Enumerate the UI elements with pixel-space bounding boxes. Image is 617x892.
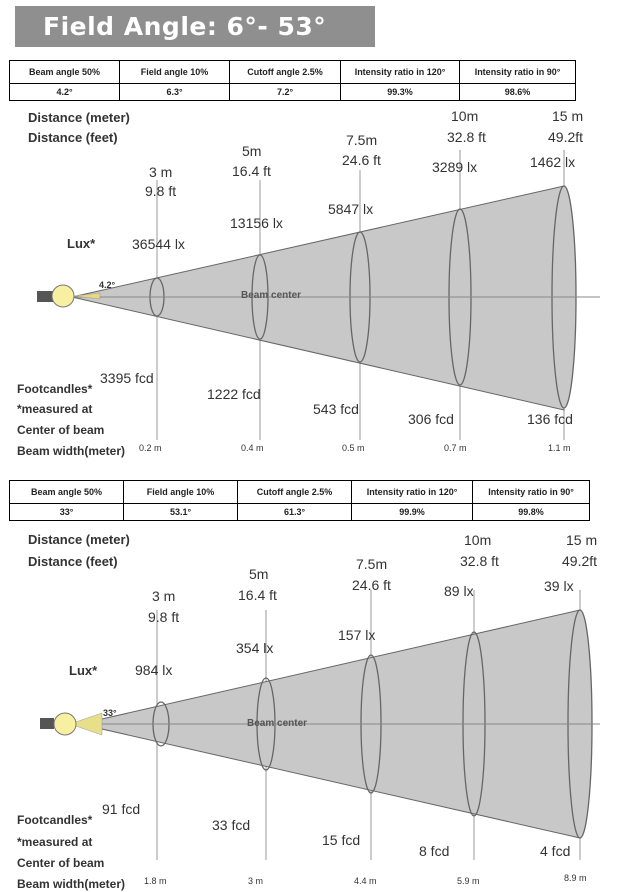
page-title: Field Angle: 6°- 53°	[15, 6, 375, 47]
lamp-body	[37, 291, 53, 302]
beam-width-label: Beam width(meter)	[17, 444, 126, 458]
distance-meter: 10m	[451, 108, 479, 124]
beam-width-value: 1.8 m	[144, 876, 167, 886]
table-cell: 98.6%	[460, 84, 576, 101]
distance-meter: 15 m	[552, 108, 584, 124]
lux-value: 354 lx	[236, 640, 274, 656]
distance-meter: 10m	[464, 532, 492, 548]
table-cell: 61.3°	[238, 504, 352, 521]
table-cell: 7.2°	[230, 84, 341, 101]
center-of-beam-label: Center of beam	[17, 423, 105, 437]
fcd-value: 543 fcd	[313, 401, 359, 417]
table-header: Cutoff angle 2.5%	[238, 481, 352, 504]
distance-meter: 7.5m	[356, 556, 388, 572]
lux-value: 89 lx	[444, 583, 474, 599]
beam-width-value: 0.2 m	[139, 443, 162, 453]
fcd-value: 1222 fcd	[207, 386, 261, 402]
table-cell: 53.1°	[124, 504, 238, 521]
fcd-value: 33 fcd	[212, 817, 251, 833]
beam-width-label: Beam width(meter)	[17, 877, 126, 891]
beam-angle-label: 4.2°	[99, 280, 116, 290]
distance-feet: 24.6 ft	[342, 152, 381, 168]
table-header: Beam angle 50%	[10, 481, 124, 504]
beam-width-value: 8.9 m	[564, 873, 587, 883]
lux-value: 39 lx	[544, 578, 574, 594]
beam-width-value: 4.4 m	[354, 876, 377, 886]
measured-label: *measured at	[17, 835, 93, 849]
lux-value: 984 lx	[135, 662, 173, 678]
fcd-value: 91 fcd	[102, 801, 141, 817]
beam-width-value: 5.9 m	[457, 876, 480, 886]
table-cell: 99.8%	[473, 504, 590, 521]
distance-feet: 32.8 ft	[447, 129, 486, 145]
lamp-body	[40, 718, 54, 729]
distance-meter-label: Distance (meter)	[28, 532, 130, 547]
fcd-value: 306 fcd	[408, 411, 454, 427]
distance-meter: 3 m	[149, 164, 173, 180]
beam-width-value: 3 m	[248, 876, 264, 886]
footcandles-label: Footcandles*	[17, 813, 93, 827]
lux-value: 3289 lx	[432, 159, 478, 175]
beam-width-value: 0.4 m	[241, 443, 264, 453]
distance-feet: 32.8 ft	[460, 553, 499, 569]
distance-meter: 5m	[242, 143, 262, 159]
fcd-value: 3395 fcd	[100, 370, 154, 386]
distance-meter: 7.5m	[346, 132, 378, 148]
beam-width-value: 0.7 m	[444, 443, 467, 453]
distance-feet: 16.4 ft	[232, 163, 271, 179]
fcd-value: 4 fcd	[540, 843, 571, 859]
table-header: Field angle 10%	[124, 481, 238, 504]
table-header: Intensity ratio in 120°	[352, 481, 473, 504]
beam-center-label: Beam center	[241, 290, 302, 301]
distance-feet: 16.4 ft	[238, 587, 277, 603]
table-cell: 33°	[10, 504, 124, 521]
table-cell: 99.3%	[341, 84, 460, 101]
distance-meter-label: Distance (meter)	[28, 110, 130, 125]
lux-label: Lux*	[69, 663, 98, 678]
table-header: Intensity ratio in 90°	[473, 481, 590, 504]
table-cell: 4.2°	[10, 84, 120, 101]
fcd-value: 136 fcd	[527, 411, 573, 427]
measured-label: *measured at	[17, 402, 93, 416]
lux-label: Lux*	[67, 236, 96, 251]
fcd-value: 8 fcd	[419, 843, 450, 859]
distance-feet: 49.2ft	[548, 129, 584, 145]
center-of-beam-label: Center of beam	[17, 856, 105, 870]
table-cell: 6.3°	[120, 84, 230, 101]
beam-angle-label: 33°	[103, 708, 117, 718]
lamp-icon	[54, 713, 76, 735]
table-header: Beam angle 50%	[10, 61, 120, 84]
distance-feet: 9.8 ft	[145, 183, 177, 199]
beam-width-value: 1.1 m	[548, 443, 571, 453]
distance-feet: 24.6 ft	[352, 577, 391, 593]
distance-feet-label: Distance (feet)	[28, 554, 118, 569]
footcandles-label: Footcandles*	[17, 382, 93, 396]
lux-value: 5847 lx	[328, 201, 374, 217]
distance-meter: 15 m	[566, 532, 598, 548]
lux-value: 1462 lx	[530, 154, 576, 170]
table-header: Field angle 10%	[120, 61, 230, 84]
table-cell: 99.9%	[352, 504, 473, 521]
lamp-icon	[52, 285, 74, 307]
beam-center-label: Beam center	[247, 718, 308, 729]
fcd-value: 15 fcd	[322, 832, 361, 848]
lux-value: 157 lx	[338, 627, 376, 643]
distance-feet: 49.2ft	[562, 553, 598, 569]
table-header: Intensity ratio in 90°	[460, 61, 576, 84]
distance-meter: 3 m	[152, 588, 176, 604]
lux-value: 36544 lx	[132, 236, 185, 252]
distance-feet-label: Distance (feet)	[28, 130, 118, 145]
table-header: Cutoff angle 2.5%	[230, 61, 341, 84]
distance-feet: 9.8 ft	[148, 609, 180, 625]
lux-value: 13156 lx	[230, 215, 283, 231]
table-header: Intensity ratio in 120°	[341, 61, 460, 84]
beam-width-value: 0.5 m	[342, 443, 365, 453]
distance-meter: 5m	[249, 566, 269, 582]
